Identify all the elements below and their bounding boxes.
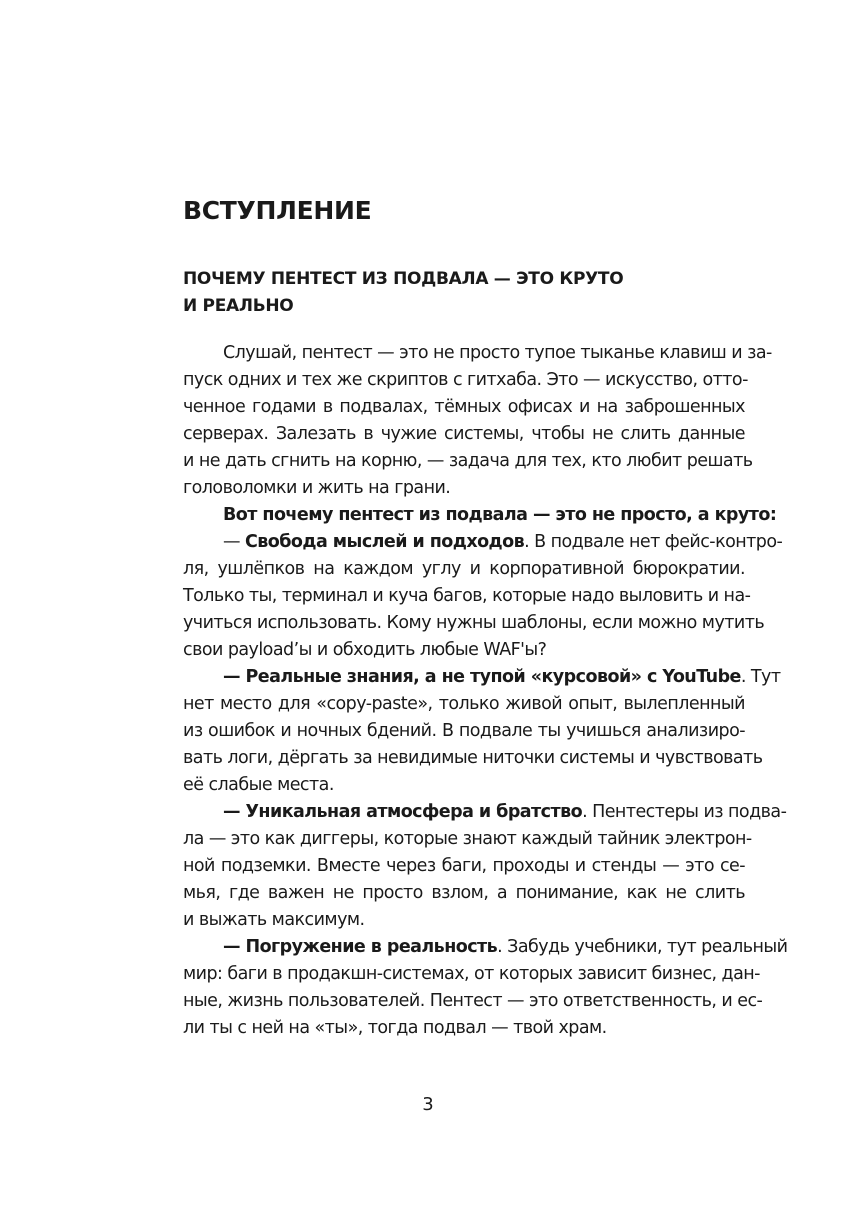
point-text: . В подвале нет фейс-контро- (524, 532, 783, 552)
text-line: ченное годами в подвалах, тёмных офисах и на заброшенных (183, 397, 745, 417)
page-number: 3 (422, 1094, 434, 1115)
text-line (183, 664, 781, 691)
text-line: головоломки и жить на грани. (183, 478, 451, 498)
text-line: и не дать сгнить на корню, — задача для тех, кто любит решать (183, 451, 753, 471)
text-line (183, 934, 788, 961)
body-text (183, 340, 788, 1042)
dash: — (223, 532, 245, 552)
text-line (183, 799, 787, 826)
text-line: Слушай, пентест — это не просто тупое тыканье клавиш и за- (223, 343, 772, 363)
point-text: . Пентестеры из подва- (582, 802, 787, 822)
text-line: Только ты, терминал и куча багов, которые надо выловить и на- (183, 586, 751, 606)
text-line: мир: баги в продакшн-системах, от которых зависит бизнес, дан- (183, 964, 760, 984)
section-title-line: И РЕАЛЬНО (183, 296, 294, 316)
text-line: её слабые места. (183, 775, 334, 795)
text-line: вать логи, дёргать за невидимые ниточки системы и чувствовать (183, 748, 763, 768)
chapter-title: ВСТУПЛЕНИЕ (183, 196, 372, 225)
lead-in-line: Вот почему пентест из подвала — это не просто, а круто: (223, 505, 777, 525)
text-line: нет место для «copy-paste», только живой опыт, вылепленный (183, 694, 745, 714)
text-line: мья, где важен не просто взлом, а понимание, как не слить (183, 883, 745, 903)
text-line: ла — это как диггеры, которые знают каждый тайник электрон- (183, 829, 752, 849)
point-text: . Забудь учебники, тут реальный (497, 937, 788, 957)
section-title (183, 266, 653, 320)
text-line: серверах. Залезать в чужие системы, чтобы не слить данные (183, 424, 745, 444)
text-line: ля, ушлёпков на каждом углу и корпоративной бюрократии. (183, 559, 745, 579)
text-line: ли ты с ней на «ты», тогда подвал — твой храм. (183, 1018, 607, 1038)
text-line: из ошибок и ночных бдений. В подвале ты учишься анализиро- (183, 721, 745, 741)
point-heading: — Уникальная атмосфера и братство (223, 802, 583, 822)
text-line: ные, жизнь пользователей. Пентест — это ответственность, и ес- (183, 991, 763, 1011)
text-line: ной подземки. Вместе через баги, проходы и стенды — это се- (183, 856, 745, 876)
point-heading: — Реальные знания, а не тупой «курсовой» с YouTube (223, 667, 741, 687)
text-line: пуск одних и тех же скриптов с гитхаба. Это — искусство, отто- (183, 370, 748, 390)
point-heading: — Погружение в реальность (223, 937, 498, 957)
text-line: и выжать максимум. (183, 910, 365, 930)
section-title-line: ПОЧЕМУ ПЕНТЕСТ ИЗ ПОДВАЛА — ЭТО КРУТО (183, 269, 624, 289)
text-line (183, 529, 783, 556)
text-line: свои payload’ы и обходить любые WAF'ы? (183, 640, 547, 660)
point-heading: Свобода мыслей и подходов (244, 532, 525, 552)
text-line: учиться использовать. Кому нужны шаблоны, если можно мутить (183, 613, 765, 633)
point-text: . Тут (740, 667, 781, 687)
